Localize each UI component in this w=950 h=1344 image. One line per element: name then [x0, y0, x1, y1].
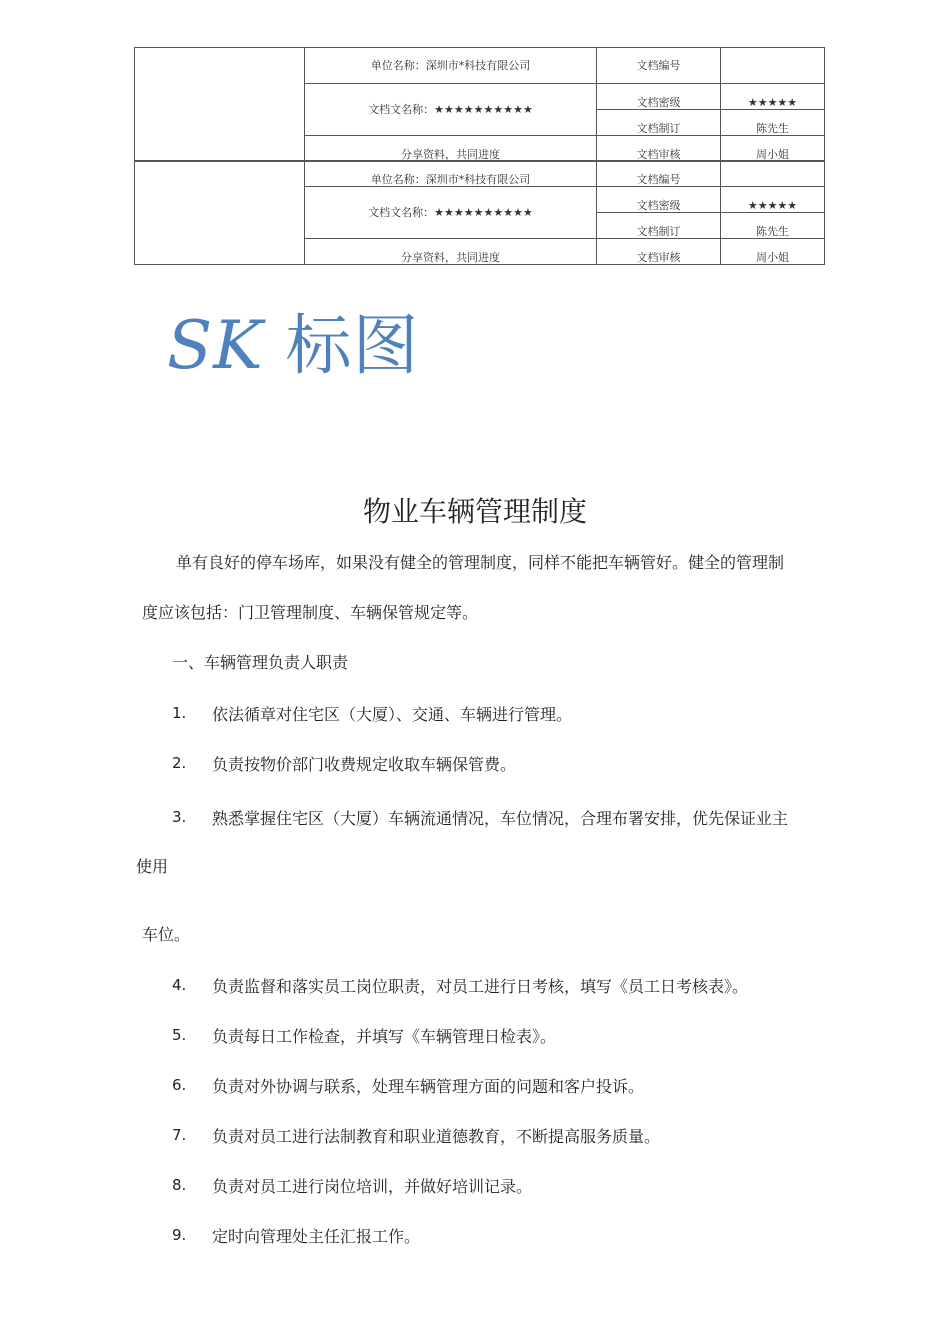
company-name: 单位名称：深圳市*科技有限公司 [305, 161, 597, 187]
company-name: 单位名称：深圳市*科技有限公司 [305, 48, 597, 84]
list-item-text: 定时向管理处主任汇报工作。 [212, 1227, 421, 1246]
list-item-text: 负责按物价部门收费规定收取车辆保管费。 [212, 755, 517, 774]
item3-cont-2: 车位。 [142, 925, 191, 944]
list-item-number: 9. [172, 1226, 187, 1244]
revise-value: 陈先生 [721, 110, 825, 136]
revise-label: 文档制订 [597, 213, 721, 239]
doc-no-label: 文档编号 [597, 48, 721, 84]
doc-no-label: 文档编号 [597, 161, 721, 187]
list-item-text: 负责对外协调与联系，处理车辆管理方面的问题和客户投诉。 [212, 1077, 645, 1096]
list-item-number: 1. [172, 704, 187, 722]
revise-value: 陈先生 [721, 213, 825, 239]
review-value: 周小姐 [721, 239, 825, 265]
review-label: 文档审核 [597, 239, 721, 265]
review-value: 周小姐 [721, 136, 825, 162]
list-item-number: 6. [172, 1076, 187, 1094]
list-item-number: 3. [172, 808, 187, 826]
share-text: 分享资料，共同进度 [305, 239, 597, 265]
list-item-text: 负责对员工进行法制教育和职业道德教育，不断提高服务质量。 [212, 1127, 661, 1146]
list-item-number: 5. [172, 1026, 187, 1044]
logo-cell [135, 48, 305, 162]
item3-cont-1: 使用 [136, 857, 169, 876]
secret-value: ★★★★★ [721, 187, 825, 213]
doc-header-table-1 [134, 47, 825, 162]
section-heading: 一、车辆管理负责人职责 [172, 653, 349, 672]
list-item-number: 8. [172, 1176, 187, 1194]
logo-cell [135, 161, 305, 265]
review-label: 文档审核 [597, 136, 721, 162]
list-item-number: 4. [172, 976, 187, 994]
list-item-number: 2. [172, 754, 187, 772]
secret-label: 文档密级 [597, 84, 721, 110]
list-item-text: 熟悉掌握住宅区（大厦）车辆流通情况，车位情况，合理布署安排，优先保证业主 [212, 809, 789, 828]
doc-header-table-2 [134, 160, 825, 265]
intro-line-2: 度应该包括：门卫管理制度、车辆保管规定等。 [142, 603, 479, 622]
doc-name: 文档文名称：★★★★★★★★★★ [305, 187, 597, 239]
sk-logo [167, 292, 420, 387]
list-item-text: 依法循章对住宅区（大厦）、交通、车辆进行管理。 [212, 705, 573, 724]
logo-cjk: 标图 [285, 307, 420, 384]
list-item-text: 负责监督和落实员工岗位职责，对员工进行日考核，填写《员工日考核表》。 [212, 977, 749, 996]
doc-no-value [721, 161, 825, 187]
page-title: 物业车辆管理制度 [362, 495, 587, 528]
doc-no-value [721, 48, 825, 84]
revise-label: 文档制订 [597, 110, 721, 136]
doc-name: 文档文名称：★★★★★★★★★★ [305, 84, 597, 136]
list-item-number: 7. [172, 1126, 187, 1144]
logo-latin: SK [167, 307, 264, 384]
share-text: 分享资料，共同进度 [305, 136, 597, 162]
list-item-text: 负责对员工进行岗位培训，并做好培训记录。 [212, 1177, 533, 1196]
secret-value: ★★★★★ [721, 84, 825, 110]
secret-label: 文档密级 [597, 187, 721, 213]
list-item-text: 负责每日工作检查，并填写《车辆管理日检表》。 [212, 1027, 557, 1046]
intro-line-1: 单有良好的停车场库，如果没有健全的管理制度，同样不能把车辆管好。健全的管理制 [176, 553, 785, 572]
